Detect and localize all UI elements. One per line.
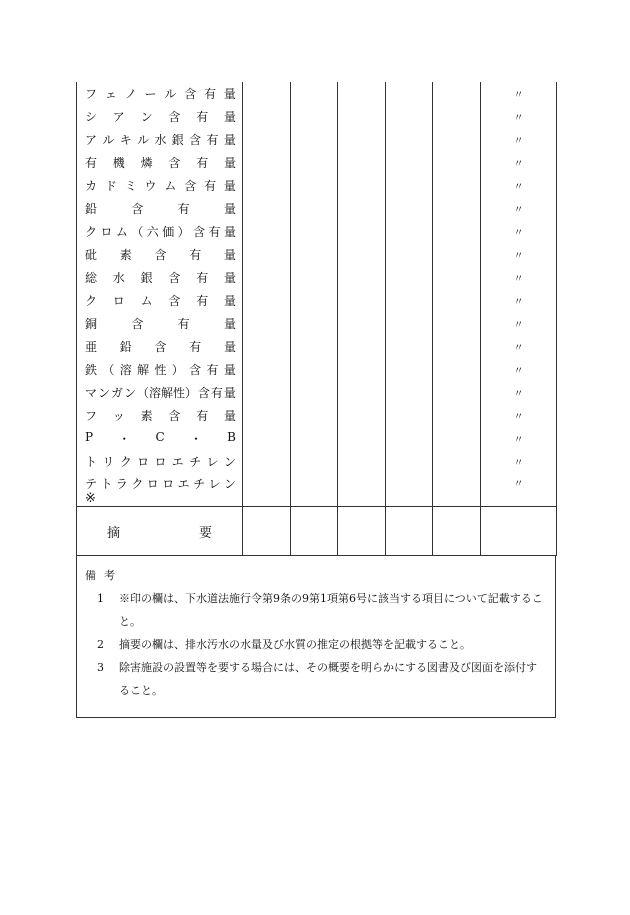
note-number: 1 [97, 592, 104, 605]
value-cell[interactable] [243, 243, 291, 266]
value-cell[interactable] [433, 381, 481, 404]
value-cell[interactable] [433, 427, 481, 450]
value-cell[interactable] [243, 174, 291, 197]
value-cell[interactable] [291, 174, 338, 197]
remark-note [77, 587, 555, 633]
table-row [77, 312, 557, 335]
value-cell[interactable] [243, 427, 291, 450]
value-cell[interactable] [291, 450, 338, 473]
table-row [77, 335, 557, 358]
value-cell[interactable] [291, 289, 338, 312]
remark-note [77, 633, 555, 656]
value-cell[interactable] [386, 312, 433, 335]
note-text: 除害施設の設置等を要する場合には、その概要を明らかにする図書及び図面を添付すること。 [119, 661, 537, 697]
value-cell[interactable] [433, 266, 481, 289]
water-quality-table [76, 82, 557, 556]
value-cell[interactable] [386, 507, 433, 556]
note-text: ※印の欄は、下水道法施行令第9条の9第1項第6号に該当する項目について記載すること。 [119, 592, 543, 628]
value-cell[interactable] [338, 105, 386, 128]
value-cell[interactable] [433, 450, 481, 473]
unit-cell: 〃 [481, 450, 557, 473]
value-cell[interactable] [338, 450, 386, 473]
summary-row [77, 507, 557, 556]
value-cell[interactable] [433, 105, 481, 128]
value-cell[interactable] [386, 335, 433, 358]
table-row [77, 174, 557, 197]
value-cell[interactable] [386, 220, 433, 243]
unit-cell: 〃 [481, 197, 557, 220]
value-cell[interactable] [338, 128, 386, 151]
value-cell[interactable] [338, 427, 386, 450]
value-cell[interactable] [291, 335, 338, 358]
value-cell[interactable] [243, 82, 291, 105]
value-cell[interactable] [291, 151, 338, 174]
item-label: シ ア ン 含 有 量 [77, 105, 243, 128]
value-cell[interactable] [433, 220, 481, 243]
table-row [77, 105, 557, 128]
value-cell[interactable] [338, 174, 386, 197]
unit-cell: 〃 [481, 174, 557, 197]
unit-cell: 〃 [481, 105, 557, 128]
item-label: 亜 鉛 含 有 量 [77, 335, 243, 358]
note-number: 2 [97, 638, 104, 651]
unit-cell: 〃 [481, 335, 557, 358]
item-label: 有 機 燐 含 有 量 [77, 151, 243, 174]
value-cell[interactable] [338, 404, 386, 427]
value-cell[interactable] [291, 128, 338, 151]
value-cell[interactable] [386, 266, 433, 289]
item-label: 鉄 （ 溶 解 性 ） 含 有 量 [77, 358, 243, 381]
value-cell[interactable] [433, 289, 481, 312]
item-label: ト リ ク ロ ロ エ チ レ ン [77, 450, 243, 473]
unit-cell: 〃 [481, 427, 557, 450]
table-row [77, 289, 557, 312]
value-cell[interactable] [243, 404, 291, 427]
summary-label: 摘 要 [77, 507, 243, 556]
item-label: マ ン ガ ン （溶解性） 含 有 量 [77, 381, 243, 404]
value-cell[interactable] [433, 82, 481, 105]
unit-cell: 〃 [481, 266, 557, 289]
table-row [77, 427, 557, 450]
value-cell[interactable] [291, 404, 338, 427]
value-cell[interactable] [433, 197, 481, 220]
value-cell[interactable] [338, 507, 386, 556]
value-cell[interactable] [243, 473, 291, 507]
value-cell[interactable] [338, 289, 386, 312]
value-cell[interactable] [291, 266, 338, 289]
value-cell[interactable] [433, 151, 481, 174]
table-row [77, 128, 557, 151]
unit-cell: 〃 [481, 473, 557, 507]
value-cell[interactable] [386, 174, 433, 197]
value-cell[interactable] [243, 220, 291, 243]
item-label: 鉛 含 有 量 [77, 197, 243, 220]
value-cell[interactable] [243, 105, 291, 128]
value-cell[interactable] [386, 105, 433, 128]
table-row [77, 243, 557, 266]
table-row [77, 220, 557, 243]
value-cell[interactable] [291, 197, 338, 220]
value-cell[interactable] [338, 335, 386, 358]
value-cell[interactable] [433, 243, 481, 266]
unit-cell: 〃 [481, 404, 557, 427]
table-row [77, 151, 557, 174]
value-cell[interactable] [338, 243, 386, 266]
remarks-title: 備考 [85, 569, 123, 582]
note-number: 3 [97, 661, 104, 674]
value-cell[interactable] [433, 473, 481, 507]
item-label: フ ェ ノ ー ル 含 有 量 [77, 82, 243, 105]
value-cell[interactable] [243, 312, 291, 335]
designated-mark: ※ [85, 491, 96, 506]
value-cell[interactable] [291, 82, 338, 105]
item-label: ア ル キ ル 水 銀 含 有 量 [77, 128, 243, 151]
table-row [77, 82, 557, 105]
item-label: ク ロ ム 含 有 量 [77, 289, 243, 312]
value-cell[interactable] [386, 243, 433, 266]
value-cell[interactable] [386, 151, 433, 174]
value-cell[interactable] [386, 427, 433, 450]
value-cell[interactable] [433, 358, 481, 381]
item-label: P ・ C ・ B [77, 427, 243, 450]
unit-cell: 〃 [481, 128, 557, 151]
value-cell[interactable] [386, 289, 433, 312]
value-cell[interactable] [243, 381, 291, 404]
value-cell[interactable] [338, 358, 386, 381]
value-cell[interactable] [338, 266, 386, 289]
value-cell[interactable] [243, 358, 291, 381]
value-cell[interactable] [433, 174, 481, 197]
unit-cell: 〃 [481, 381, 557, 404]
table-row [77, 358, 557, 381]
value-cell[interactable] [338, 312, 386, 335]
value-cell[interactable] [386, 381, 433, 404]
unit-cell: 〃 [481, 312, 557, 335]
unit-cell: 〃 [481, 151, 557, 174]
value-cell[interactable] [386, 404, 433, 427]
value-cell[interactable] [291, 427, 338, 450]
item-label: フ ッ 素 含 有 量 [77, 404, 243, 427]
note-text: 摘要の欄は、排水汚水の水量及び水質の推定の根拠等を記載すること。 [119, 638, 471, 651]
value-cell[interactable] [291, 243, 338, 266]
table-row [77, 381, 557, 404]
unit-cell: 〃 [481, 220, 557, 243]
item-label: ク ロ ム （ 六 価 ） 含 有 量 [77, 220, 243, 243]
form-sheet [76, 82, 556, 718]
value-cell[interactable] [243, 266, 291, 289]
value-cell[interactable] [386, 128, 433, 151]
remark-note [77, 656, 555, 702]
value-cell[interactable] [338, 220, 386, 243]
value-cell[interactable] [291, 358, 338, 381]
value-cell[interactable] [338, 381, 386, 404]
unit-cell: 〃 [481, 289, 557, 312]
value-cell[interactable] [433, 404, 481, 427]
value-cell[interactable] [291, 473, 338, 507]
table-row [77, 197, 557, 220]
value-cell[interactable] [243, 128, 291, 151]
value-cell[interactable] [291, 312, 338, 335]
value-cell[interactable] [386, 82, 433, 105]
value-cell[interactable] [386, 450, 433, 473]
value-cell[interactable] [243, 507, 291, 556]
table-row [77, 450, 557, 473]
value-cell[interactable] [338, 473, 386, 507]
value-cell[interactable] [291, 381, 338, 404]
table-row [77, 404, 557, 427]
value-cell[interactable] [243, 335, 291, 358]
unit-cell: 〃 [481, 358, 557, 381]
value-cell[interactable] [338, 151, 386, 174]
table-row [77, 473, 557, 507]
item-label: 銅 含 有 量 [77, 312, 243, 335]
value-cell[interactable] [291, 105, 338, 128]
value-cell[interactable] [338, 82, 386, 105]
unit-cell: 〃 [481, 243, 557, 266]
unit-cell: 〃 [481, 82, 557, 105]
value-cell[interactable] [433, 128, 481, 151]
value-cell[interactable] [243, 450, 291, 473]
value-cell[interactable] [386, 473, 433, 507]
unit-cell [481, 507, 557, 556]
remarks-section [76, 556, 556, 718]
value-cell[interactable] [433, 312, 481, 335]
item-label: 砒 素 含 有 量 [77, 243, 243, 266]
value-cell[interactable] [291, 220, 338, 243]
value-cell[interactable] [338, 197, 386, 220]
item-label: テ ト ラ ク ロ ロ エ チ レ ン ※ [77, 473, 243, 507]
value-cell[interactable] [291, 507, 338, 556]
value-cell[interactable] [433, 507, 481, 556]
table-row [77, 266, 557, 289]
value-cell[interactable] [386, 197, 433, 220]
value-cell[interactable] [433, 335, 481, 358]
value-cell[interactable] [386, 358, 433, 381]
value-cell[interactable] [243, 197, 291, 220]
item-label: 総 水 銀 含 有 量 [77, 266, 243, 289]
item-label: カ ド ミ ウ ム 含 有 量 [77, 174, 243, 197]
value-cell[interactable] [243, 289, 291, 312]
value-cell[interactable] [243, 151, 291, 174]
